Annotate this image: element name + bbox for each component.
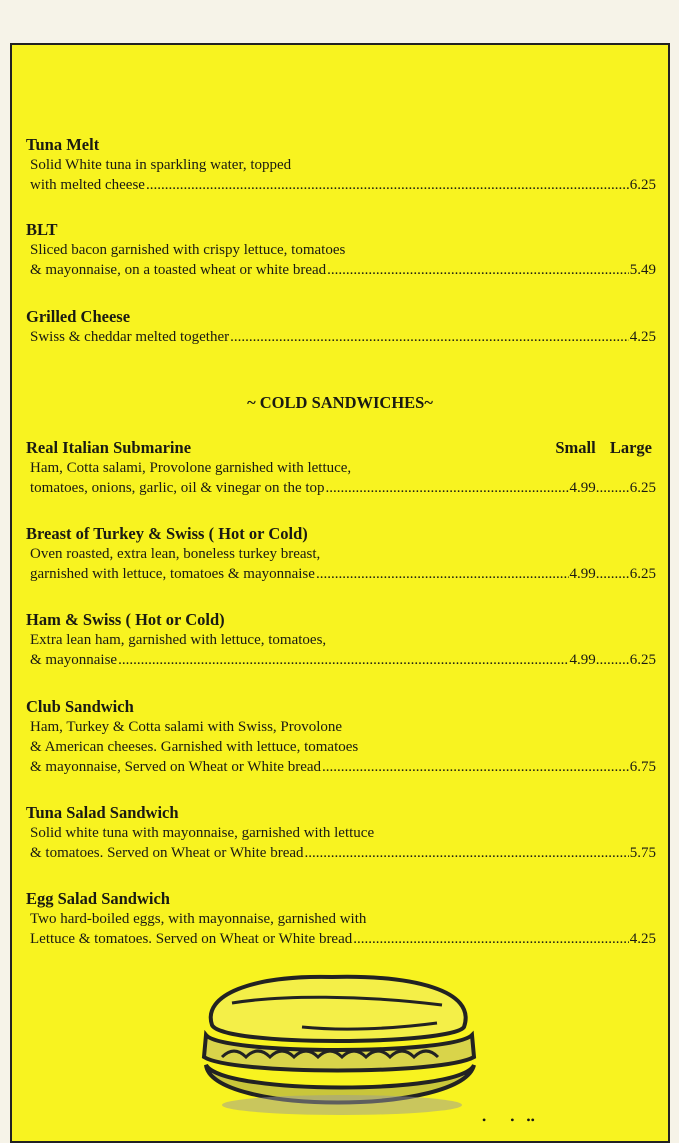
price-large: 6.25 [629, 480, 656, 496]
item-price: 6.25 [629, 177, 656, 193]
item-description: Extra lean ham, garnished with lettuce, tomatoes, [30, 632, 327, 648]
item-description: & mayonnaise, Served on Wheat or White bread [30, 759, 322, 775]
item-price-line [26, 478, 656, 498]
item-description: with melted cheese [30, 177, 145, 193]
price-small: 4.99 [569, 480, 596, 496]
leader-dots [596, 478, 630, 498]
sandwich-icon [192, 965, 482, 1125]
leader-dots [305, 843, 629, 863]
item-price-line [26, 843, 656, 863]
leader-dots [118, 650, 568, 670]
size-small-label: Small [555, 438, 596, 457]
item-description: & American cheeses. Garnished with lettuce, tomatoes [30, 739, 359, 755]
item-title: Grilled Cheese [26, 307, 131, 326]
item-price-line [26, 929, 656, 949]
menu-item-tuna-salad [26, 803, 656, 863]
price-large: 6.25 [629, 566, 656, 582]
item-description: Ham, Cotta salami, Provolone garnished with lettuce, [30, 460, 352, 476]
item-description: & mayonnaise [30, 652, 118, 668]
menu-item-blt [26, 220, 656, 280]
item-price-line [26, 327, 656, 347]
item-price: 4.25 [629, 931, 656, 947]
menu-item-tuna-melt [26, 135, 656, 195]
item-price: 5.75 [629, 845, 656, 861]
item-description: & tomatoes. Served on Wheat or White bread [30, 845, 304, 861]
menu-item-egg-salad [26, 889, 656, 949]
item-description: Ham, Turkey & Cotta salami with Swiss, Provolone [30, 719, 343, 735]
item-price-line [26, 757, 656, 777]
section-title-cold-sandwiches: ~ COLD SANDWICHES~ [247, 393, 433, 412]
size-large-label: Large [609, 438, 652, 457]
item-title: Ham & Swiss ( Hot or Cold) [26, 610, 225, 629]
item-price [570, 478, 657, 498]
item-description: Two hard-boiled eggs, with mayonnaise, garnished with [30, 911, 367, 927]
price-small: 4.99 [569, 566, 596, 582]
menu-item-club-sandwich [26, 697, 656, 777]
item-title: Tuna Melt [26, 135, 100, 154]
leader-dots [326, 478, 569, 498]
menu-item-italian-sub [26, 438, 656, 498]
item-description: & mayonnaise, on a toasted wheat or white bread [30, 262, 327, 278]
menu-item-ham-swiss [26, 610, 656, 670]
item-description: garnished with lettuce, tomatoes & mayonnaise [30, 566, 315, 582]
menu-item-turkey-swiss [26, 524, 656, 584]
item-title: Real Italian Submarine [26, 438, 192, 457]
leader-dots [353, 929, 628, 949]
item-description: Solid white tuna with mayonnaise, garnished with lettuce [30, 825, 375, 841]
leader-dots [230, 327, 629, 347]
item-description: Swiss & cheddar melted together [30, 329, 230, 345]
leader-dots [327, 260, 629, 280]
item-title: Egg Salad Sandwich [26, 889, 170, 908]
item-price: 4.25 [629, 329, 656, 345]
item-price-line [26, 564, 656, 584]
item-title: Tuna Salad Sandwich [26, 803, 179, 822]
item-description: Lettuce & tomatoes. Served on Wheat or White bread [30, 931, 353, 947]
item-price: 5.49 [629, 262, 656, 278]
leader-dots [146, 175, 629, 195]
leader-dots [322, 757, 629, 777]
menu-item-grilled-cheese [26, 307, 656, 347]
menu-page [10, 43, 670, 1143]
leader-dots [596, 650, 630, 670]
item-price-line [26, 175, 656, 195]
item-title: Club Sandwich [26, 697, 134, 716]
item-price-line [26, 650, 656, 670]
item-price [570, 564, 657, 584]
item-title: Breast of Turkey & Swiss ( Hot or Cold) [26, 524, 308, 543]
item-description: Oven roasted, extra lean, boneless turkey breast, [30, 546, 321, 562]
specks: • • •• [482, 1113, 535, 1127]
leader-dots [596, 564, 630, 584]
item-price [570, 650, 657, 670]
item-description: Solid White tuna in sparkling water, topped [30, 157, 292, 173]
item-price: 6.75 [629, 759, 656, 775]
item-title: BLT [26, 220, 58, 239]
price-large: 6.25 [629, 652, 656, 668]
item-description: tomatoes, onions, garlic, oil & vinegar on the top [30, 480, 325, 496]
price-small: 4.99 [569, 652, 596, 668]
leader-dots [316, 564, 569, 584]
item-price-line [26, 260, 656, 280]
item-description: Sliced bacon garnished with crispy lettuce, tomatoes [30, 242, 346, 258]
